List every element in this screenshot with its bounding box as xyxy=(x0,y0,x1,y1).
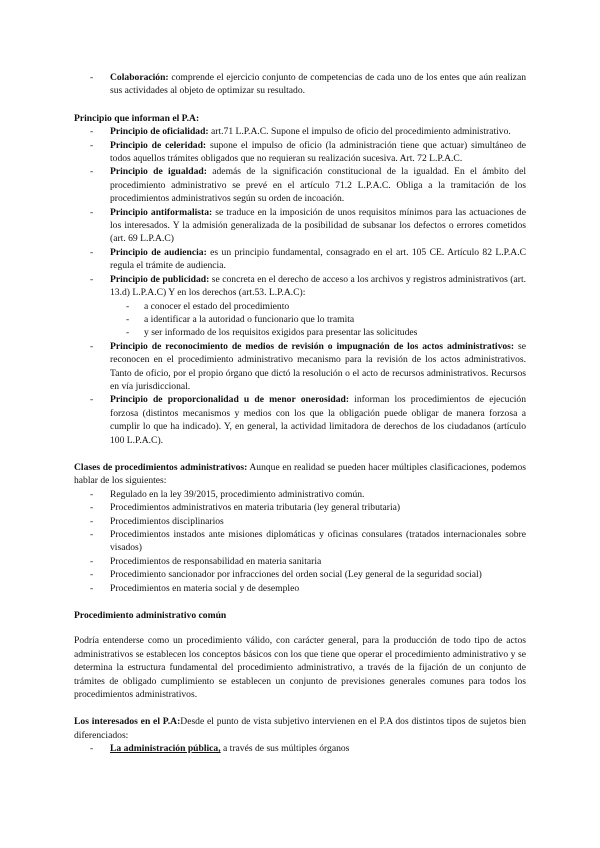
list-item xyxy=(74,246,526,273)
item-title: Colaboración: xyxy=(110,72,169,83)
bullet-dash: - xyxy=(90,206,94,218)
item-title: Principio de audiencia: xyxy=(110,246,207,258)
item-title: Principio de oficialidad: xyxy=(110,126,209,138)
clases-paragraph xyxy=(74,461,526,488)
list-item xyxy=(74,273,526,300)
bullet-dash: - xyxy=(90,555,94,567)
item-title: Principio de publicidad: xyxy=(110,273,210,285)
item-text: se traduce en la imposición de unos requisitos mínimos para las actuaciones de los interesados. Y la admisión generalizada de la posibilidad de subsanar los defectos o errores cometidos (art. 69 L.P.A.C) xyxy=(110,206,526,245)
bullet-dash: - xyxy=(126,327,130,339)
list-item xyxy=(74,528,526,555)
item-text: Procedimientos administrativos en materia tributaria (ley general tributaria) xyxy=(110,502,401,514)
principios-list xyxy=(74,125,526,447)
item-text: a identificar a la autoridad o funcionario que lo tramita xyxy=(144,313,355,325)
list-item xyxy=(74,568,526,581)
interesados-text: Desde el punto de vista subjetivo intervienen en el P.A dos distintos tipos de sujetos bien diferenciados: xyxy=(74,716,526,741)
interesados-paragraph xyxy=(74,715,526,742)
item-text: art.71 L.P.A.C. Supone el impulso de oficio del procedimiento administrativo. xyxy=(208,126,511,138)
bullet-dash: - xyxy=(90,529,94,540)
list-item xyxy=(74,165,526,205)
item-text: comprende el ejercicio conjunto de competencias de cada uno de los entes que aún realizan sus actividades al objeto de optimizar su resultado. xyxy=(110,72,526,97)
sub-list-item xyxy=(74,313,526,326)
item-text: Procedimientos instados ante misiones diplomáticas y oficinas consulares (tratados internacionales sobre visados) xyxy=(110,529,526,554)
bullet-dash: - xyxy=(90,340,94,352)
item-text: Procedimientos de responsabilidad en materia sanitaria xyxy=(110,555,322,567)
list-item xyxy=(74,582,526,595)
list-item xyxy=(74,393,526,447)
bullet-dash: - xyxy=(90,502,94,514)
bullet-dash: - xyxy=(126,300,130,312)
section-heading-principios: Principio que informan el P.A: xyxy=(74,112,200,124)
bullet-dash: - xyxy=(90,126,94,138)
list-item xyxy=(74,488,526,501)
list-item xyxy=(74,515,526,528)
item-title: Principio antiformalista: xyxy=(110,206,213,218)
bullet-dash: - xyxy=(90,394,94,406)
bullet-dash: - xyxy=(90,582,94,594)
list-item xyxy=(74,139,526,166)
list-item xyxy=(74,125,526,138)
bullet-dash: - xyxy=(90,515,94,527)
list-item xyxy=(74,501,526,514)
item-text: se reconocen en el procedimiento administrativo mecanismo para la revisión de los actos administrativos. Tanto de oficio, por el propio órgano que dictó la resolución o el acto de recursos administrativos. Recursos en vía jurisdiccional. xyxy=(110,340,527,392)
document-body xyxy=(74,71,526,756)
item-text: se concreta en el derecho de acceso a los archivos y registros administrativos (art. 13.d) L.P.A.C) Y en los derechos (art.53. L.P.A.C): xyxy=(110,273,527,299)
bullet-dash: - xyxy=(90,139,94,151)
item-text: además de la significación constitucional de la igualdad. En el ámbito del procedimiento administrativo se prevé en el artículo 71.2 L.P.A.C. Obliga a la tramitación de los procedimientos administrativos según su orden de incoación. xyxy=(110,166,526,205)
bullet-dash: - xyxy=(90,743,94,755)
item-text: supone el impulso de oficio (la administración tiene que actuar) simultáneo de todos aquellos trámites obligados que no requieran su realización sucesiva. Art. 72 L.P.A.C. xyxy=(110,139,526,165)
item-title: Principio de celeridad: xyxy=(110,139,207,151)
list-item xyxy=(74,742,526,755)
sub-list-item xyxy=(74,300,526,313)
list-item xyxy=(74,555,526,568)
item-text: es un principio fundamental, consagrado en el art. 105 CE. Artículo 82 L.P.A.C regula el trámite de audiencia. xyxy=(110,246,527,272)
bullet-dash: - xyxy=(90,273,94,285)
clases-text: Aunque en realidad se pueden hacer múltiples clasificaciones, podemos hablar de los siguientes: xyxy=(74,461,526,487)
item-text: Procedimientos en materia social y de desempleo xyxy=(110,582,300,594)
section-heading-comun: Procedimiento administrativo común xyxy=(74,610,227,622)
comun-paragraph: Podría entenderse como un procedimiento válido, con carácter general, para la producción de todo tipo de actos administrativos se establecen los conceptos básicos con los que tiene que operar el procedimiento administrativo y se determina la estructura fundamental del procedimiento administrativo, a través de la fijación de un conjunto de trámites de obligado cumplimiento se establecen un conjunto de previsiones generales comunes para todos los procedimientos administrativos. xyxy=(74,635,526,701)
item-text: Procedimiento sancionador por infracciones del orden social (Ley general de la seguridad social) xyxy=(110,569,482,581)
bullet-dash: - xyxy=(90,246,94,258)
interesados-list xyxy=(74,742,526,755)
bullet-dash: - xyxy=(90,569,94,581)
item-text: y ser informado de los requisitos exigidos para presentar las solicitudes xyxy=(144,327,418,339)
bullet-dash: - xyxy=(90,72,94,83)
item-text: informan los procedimientos de ejecución forzosa (distintos mecanismos y medios con los que la obligación puede obligar de manera forzosa a cumplir lo que ha indicado). Y, en general, la actividad limitadora de derechos de los ciudadanos (artículo 100 L.P.A.C). xyxy=(110,394,526,446)
item-title: La administración pública, xyxy=(110,743,221,755)
clases-list xyxy=(74,488,526,595)
item-text: a través de sus múltiples órganos xyxy=(220,743,350,755)
intro-list xyxy=(74,71,526,98)
sub-list-item xyxy=(74,326,526,339)
item-text: a conocer el estado del procedimiento xyxy=(144,300,290,312)
list-item xyxy=(74,206,526,246)
bullet-dash: - xyxy=(126,313,130,325)
item-title: Principio de proporcionalidad u de menor onerosidad: xyxy=(110,394,350,406)
bullet-dash: - xyxy=(90,166,94,178)
bullet-dash: - xyxy=(90,488,94,500)
interesados-title: Los interesados en el P.A: xyxy=(74,716,181,728)
item-text: Procedimientos disciplinarios xyxy=(110,515,224,527)
list-item xyxy=(74,340,526,394)
item-title: Principio de igualdad: xyxy=(110,166,207,178)
list-item xyxy=(74,71,526,98)
item-text: Regulado en la ley 39/2015, procedimiento administrativo común. xyxy=(110,488,365,500)
clases-title: Clases de procedimientos administrativos: xyxy=(74,461,248,473)
item-title: Principio de reconocimiento de medios de revisión o impugnación de los actos administrativos: xyxy=(110,340,515,352)
